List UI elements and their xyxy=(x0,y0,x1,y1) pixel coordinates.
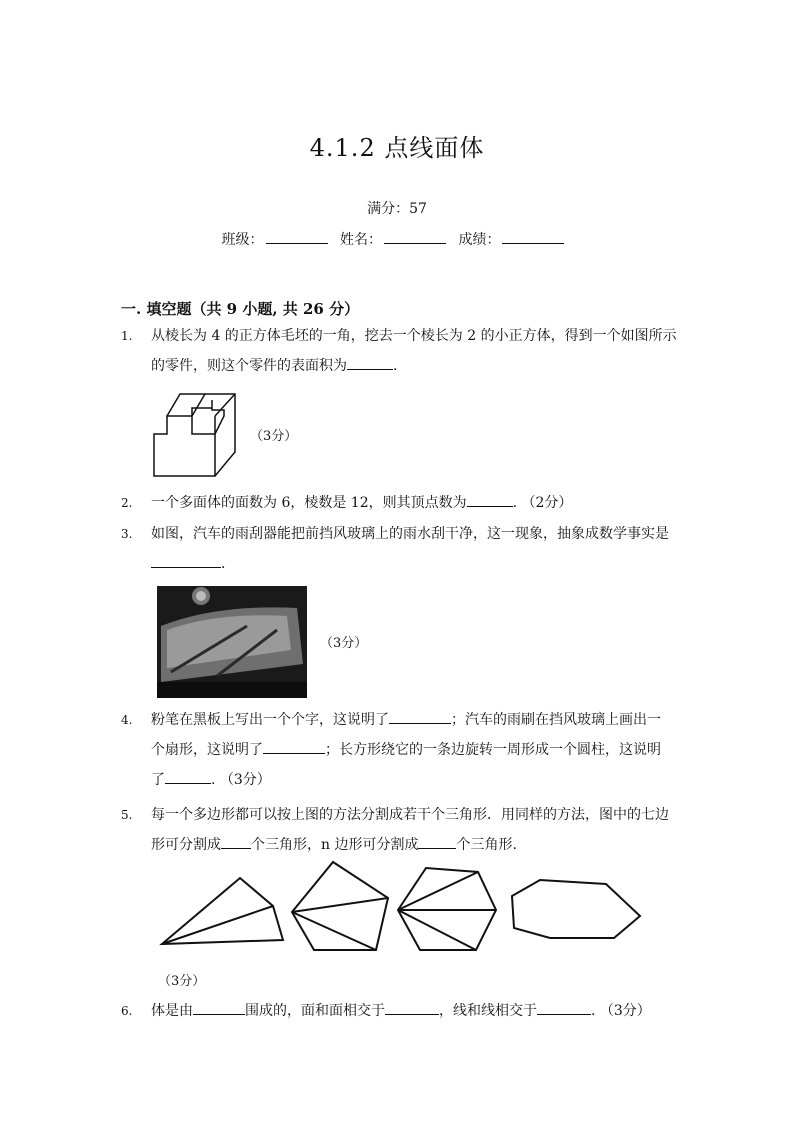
question-text: . xyxy=(221,556,226,572)
answer-blank[interactable] xyxy=(165,769,211,784)
question-text: 每一个多边形都可以按上图的方法分割成若干个三角形．用同样的方法，图中的七边 xyxy=(151,807,669,823)
answer-blank[interactable] xyxy=(389,709,451,724)
page-title: 4.1.2 点线面体 xyxy=(309,134,485,162)
name-label: 姓名： xyxy=(340,232,382,248)
answer-blank[interactable] xyxy=(151,553,221,568)
points: （3分） xyxy=(250,429,298,444)
points: （3分） xyxy=(158,974,206,989)
quadrilateral-shape xyxy=(162,878,283,944)
question-text: . xyxy=(393,358,398,374)
answer-blank[interactable] xyxy=(263,739,325,754)
question-number: 1. xyxy=(121,329,133,343)
full-score: 满分：57 xyxy=(367,201,427,217)
question-number: 6. xyxy=(121,1004,133,1018)
question-text: 一个多面体的面数为 6，棱数是 12，则其顶点数为 xyxy=(151,495,467,511)
grade-blank[interactable] xyxy=(502,231,564,244)
grade-label: 成绩： xyxy=(458,232,501,248)
class-blank[interactable] xyxy=(266,231,328,244)
question-text: . （3分） xyxy=(211,772,271,788)
question-text: . （3分） xyxy=(591,1003,651,1019)
question-text: 个三角形. xyxy=(456,837,517,853)
question-text: ；长方形绕它的一条边旋转一周形成一个圆柱，这说明 xyxy=(325,742,661,758)
cube-figure xyxy=(152,390,242,478)
question-text: 粉笔在黑板上写出一个个字，这说明了 xyxy=(151,712,389,728)
question-text: 形可分割成 xyxy=(151,837,221,853)
section-heading: 一. 填空题（共 9 小题, 共 26 分） xyxy=(121,300,360,318)
question-number: 3. xyxy=(121,527,133,541)
question-text: 个三角形，n 边形可分割成 xyxy=(251,837,419,853)
question-text: 从棱长为 4 的正方体毛坯的一角，挖去一个棱长为 2 的小正方体，得到一个如图所示 xyxy=(151,328,677,344)
question-text: 体是由 xyxy=(151,1003,193,1019)
answer-blank[interactable] xyxy=(385,1000,439,1015)
question-text: 如图，汽车的雨刮器能把前挡风玻璃上的雨水刮干净，这一现象，抽象成数学事实是 xyxy=(151,526,669,542)
heptagon-shape xyxy=(512,880,640,938)
class-label: 班级： xyxy=(221,232,264,248)
answer-blank[interactable] xyxy=(418,834,456,849)
windshield-photo xyxy=(157,586,307,698)
answer-blank[interactable] xyxy=(537,1000,591,1015)
question-number: 5. xyxy=(121,808,133,822)
points: （3分） xyxy=(320,636,368,651)
question-text: . （2分） xyxy=(512,495,573,511)
question-text: 个扇形，这说明了 xyxy=(151,742,263,758)
question-text: ；汽车的雨刷在挡风玻璃上画出一 xyxy=(451,712,661,728)
question-number: 2. xyxy=(121,496,133,510)
question-number: 4. xyxy=(121,713,133,727)
answer-blank[interactable] xyxy=(193,1000,245,1015)
answer-blank[interactable] xyxy=(347,355,393,370)
student-info xyxy=(0,229,794,249)
name-blank[interactable] xyxy=(384,231,446,244)
polygon-division-figure xyxy=(158,858,648,954)
answer-blank[interactable] xyxy=(221,834,251,849)
question-text: 的零件，则这个零件的表面积为 xyxy=(151,358,347,374)
question-text: 围成的，面和面相交于 xyxy=(245,1003,385,1019)
question-text: ，线和线相交于 xyxy=(439,1003,537,1019)
answer-blank[interactable] xyxy=(467,492,513,507)
question-text: 了 xyxy=(151,772,165,788)
